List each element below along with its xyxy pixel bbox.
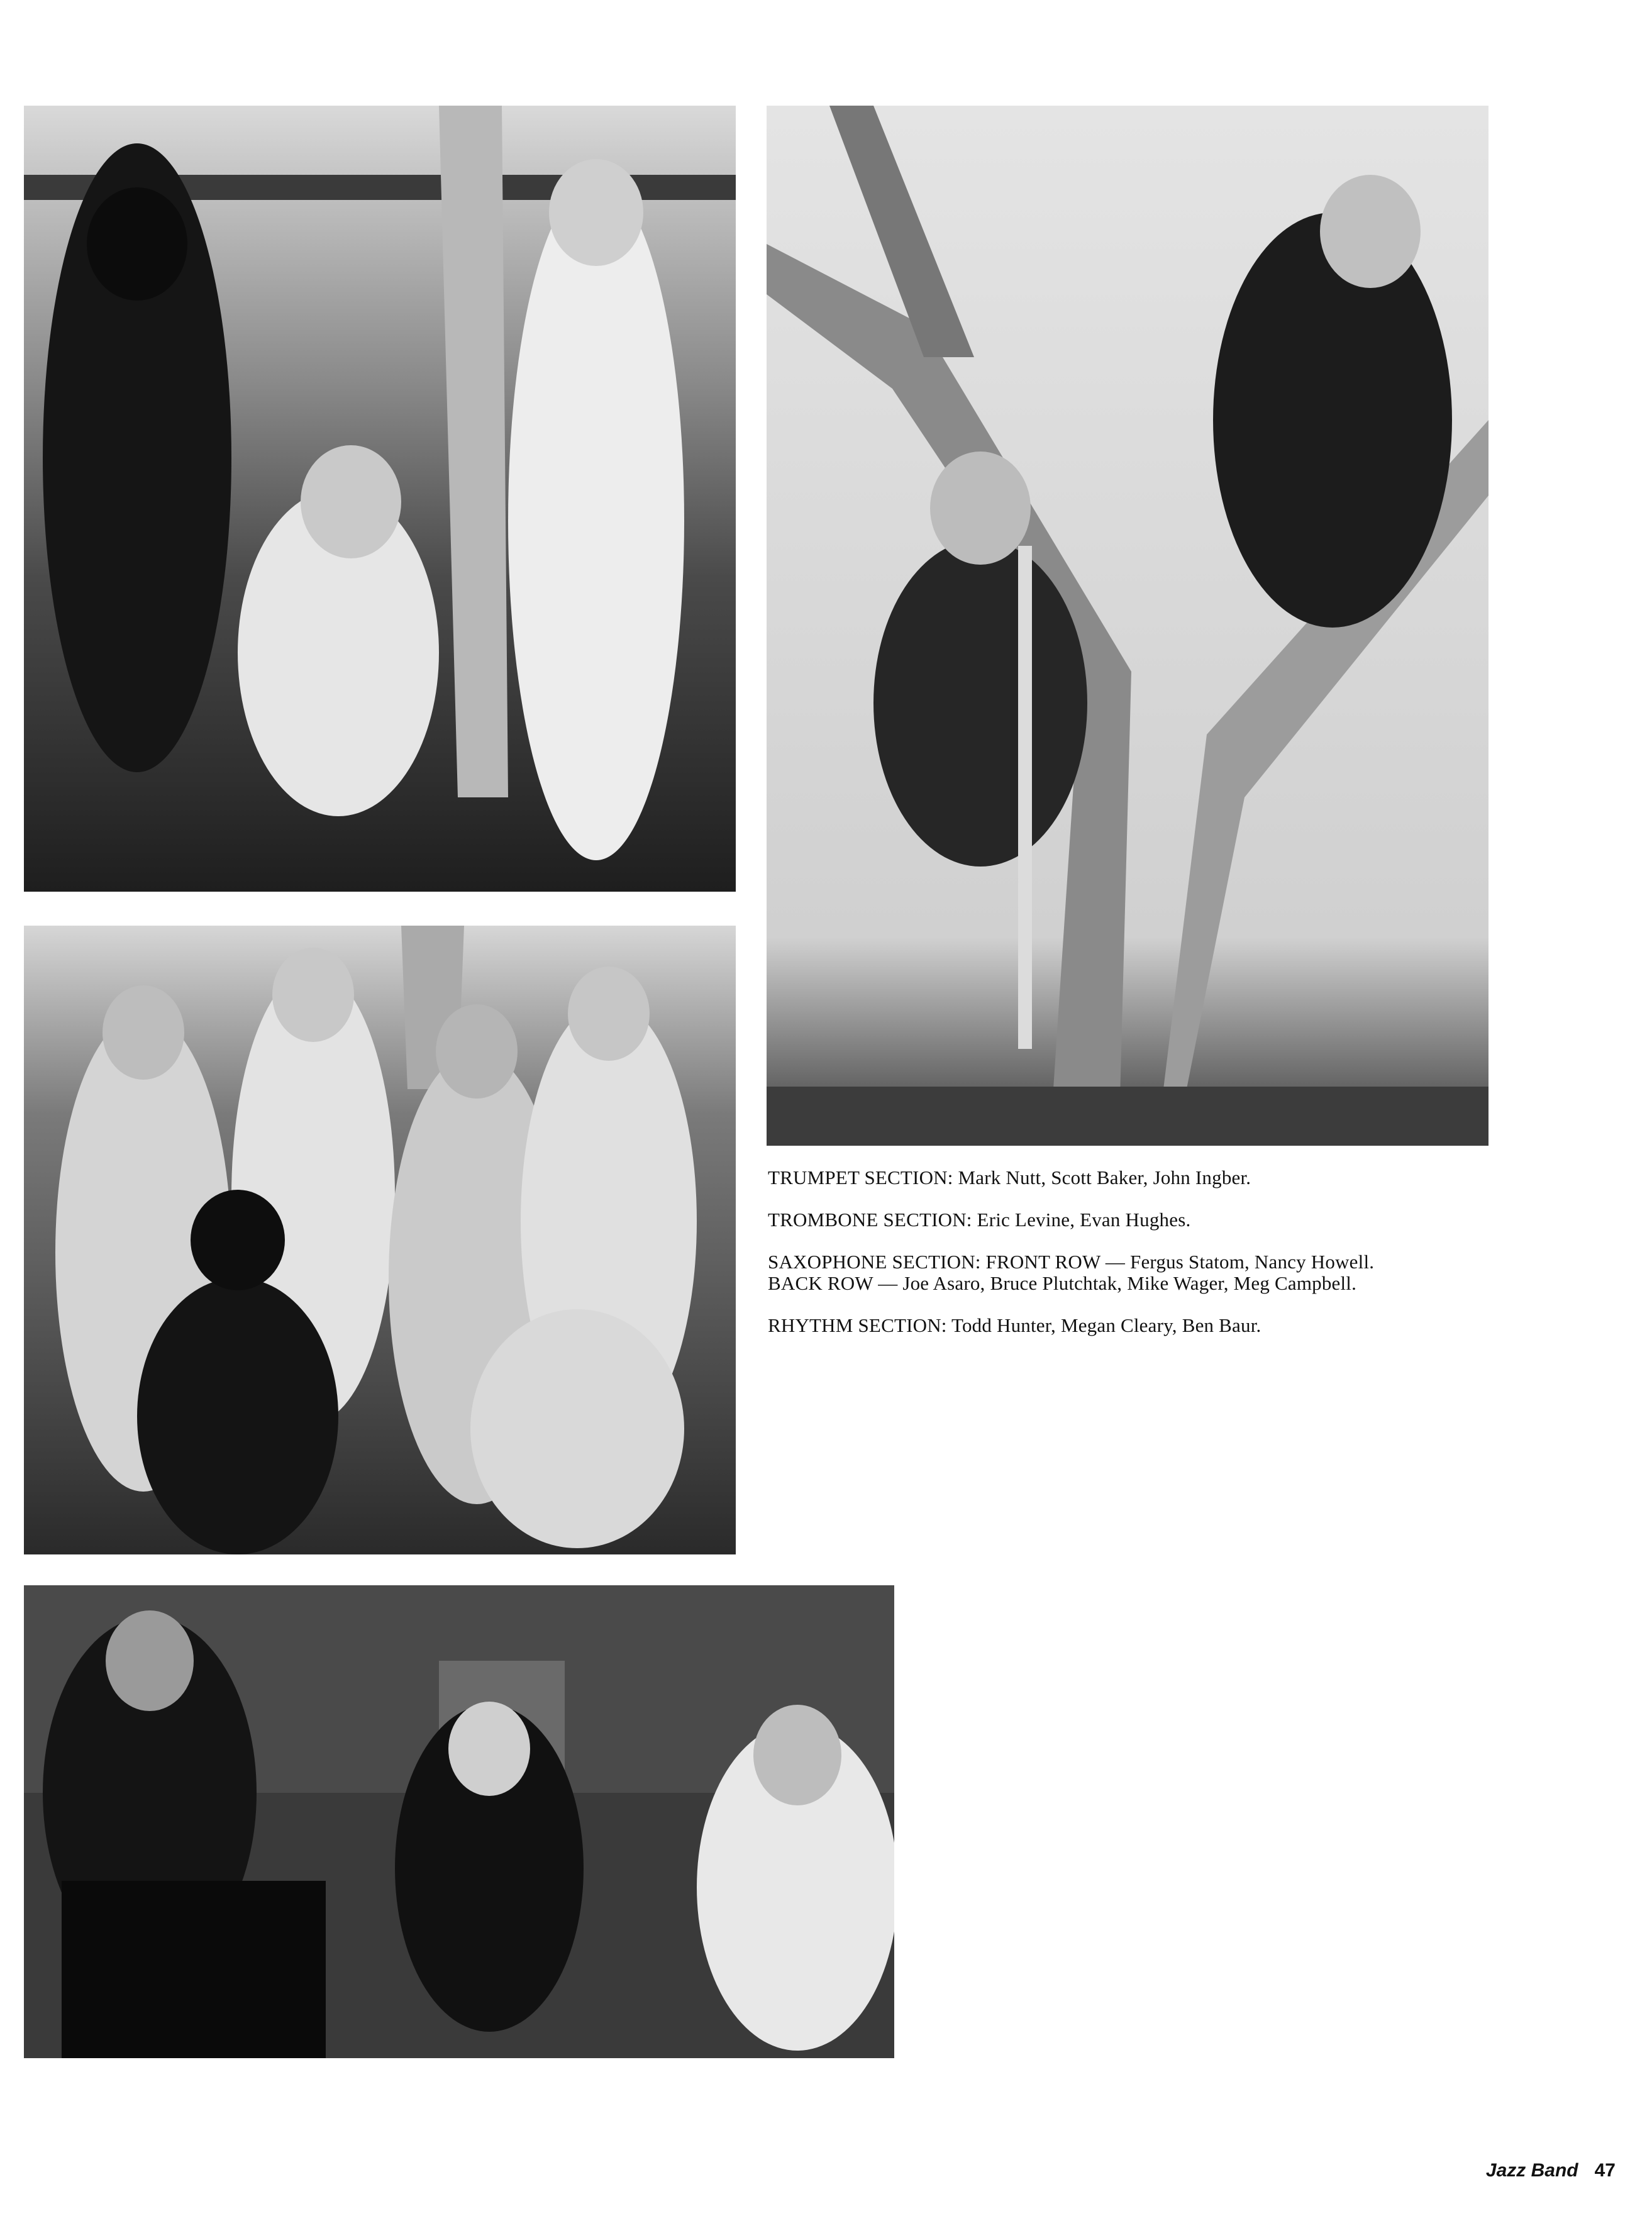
trumpet-photo-image — [24, 106, 736, 892]
caption-trombone: TROMBONE SECTION: Eric Levine, Evan Hughes. — [768, 1209, 1191, 1231]
trumpet-section-photo — [24, 106, 736, 892]
page-folio — [1486, 2160, 1616, 2181]
caption-trumpet: TRUMPET SECTION: Mark Nutt, Scott Baker, John Ingber. — [768, 1166, 1251, 1188]
caption-saxophone — [768, 1251, 1488, 1294]
rhythm-section-photo — [24, 1585, 894, 2058]
saxophone-photo-image — [24, 926, 736, 1554]
saxophone-section-photo — [24, 926, 736, 1554]
trombone-section-photo — [767, 106, 1488, 1146]
caption-block — [768, 1167, 1488, 1357]
caption-rhythm: RHYTHM SECTION: Todd Hunter, Megan Cleary, Ben Baur. — [768, 1314, 1261, 1336]
rhythm-photo-image — [24, 1585, 894, 2058]
trombone-photo-image — [767, 106, 1488, 1146]
folio-section-name: Jazz Band — [1485, 2160, 1578, 2181]
page-number: 47 — [1594, 2160, 1616, 2181]
caption-saxophone-front-row: SAXOPHONE SECTION: FRONT ROW — Fergus Statom, Nancy Howell. — [768, 1251, 1375, 1273]
caption-saxophone-back-row: BACK ROW — Joe Asaro, Bruce Plutchtak, Mike Wager, Meg Campbell. — [768, 1272, 1357, 1294]
